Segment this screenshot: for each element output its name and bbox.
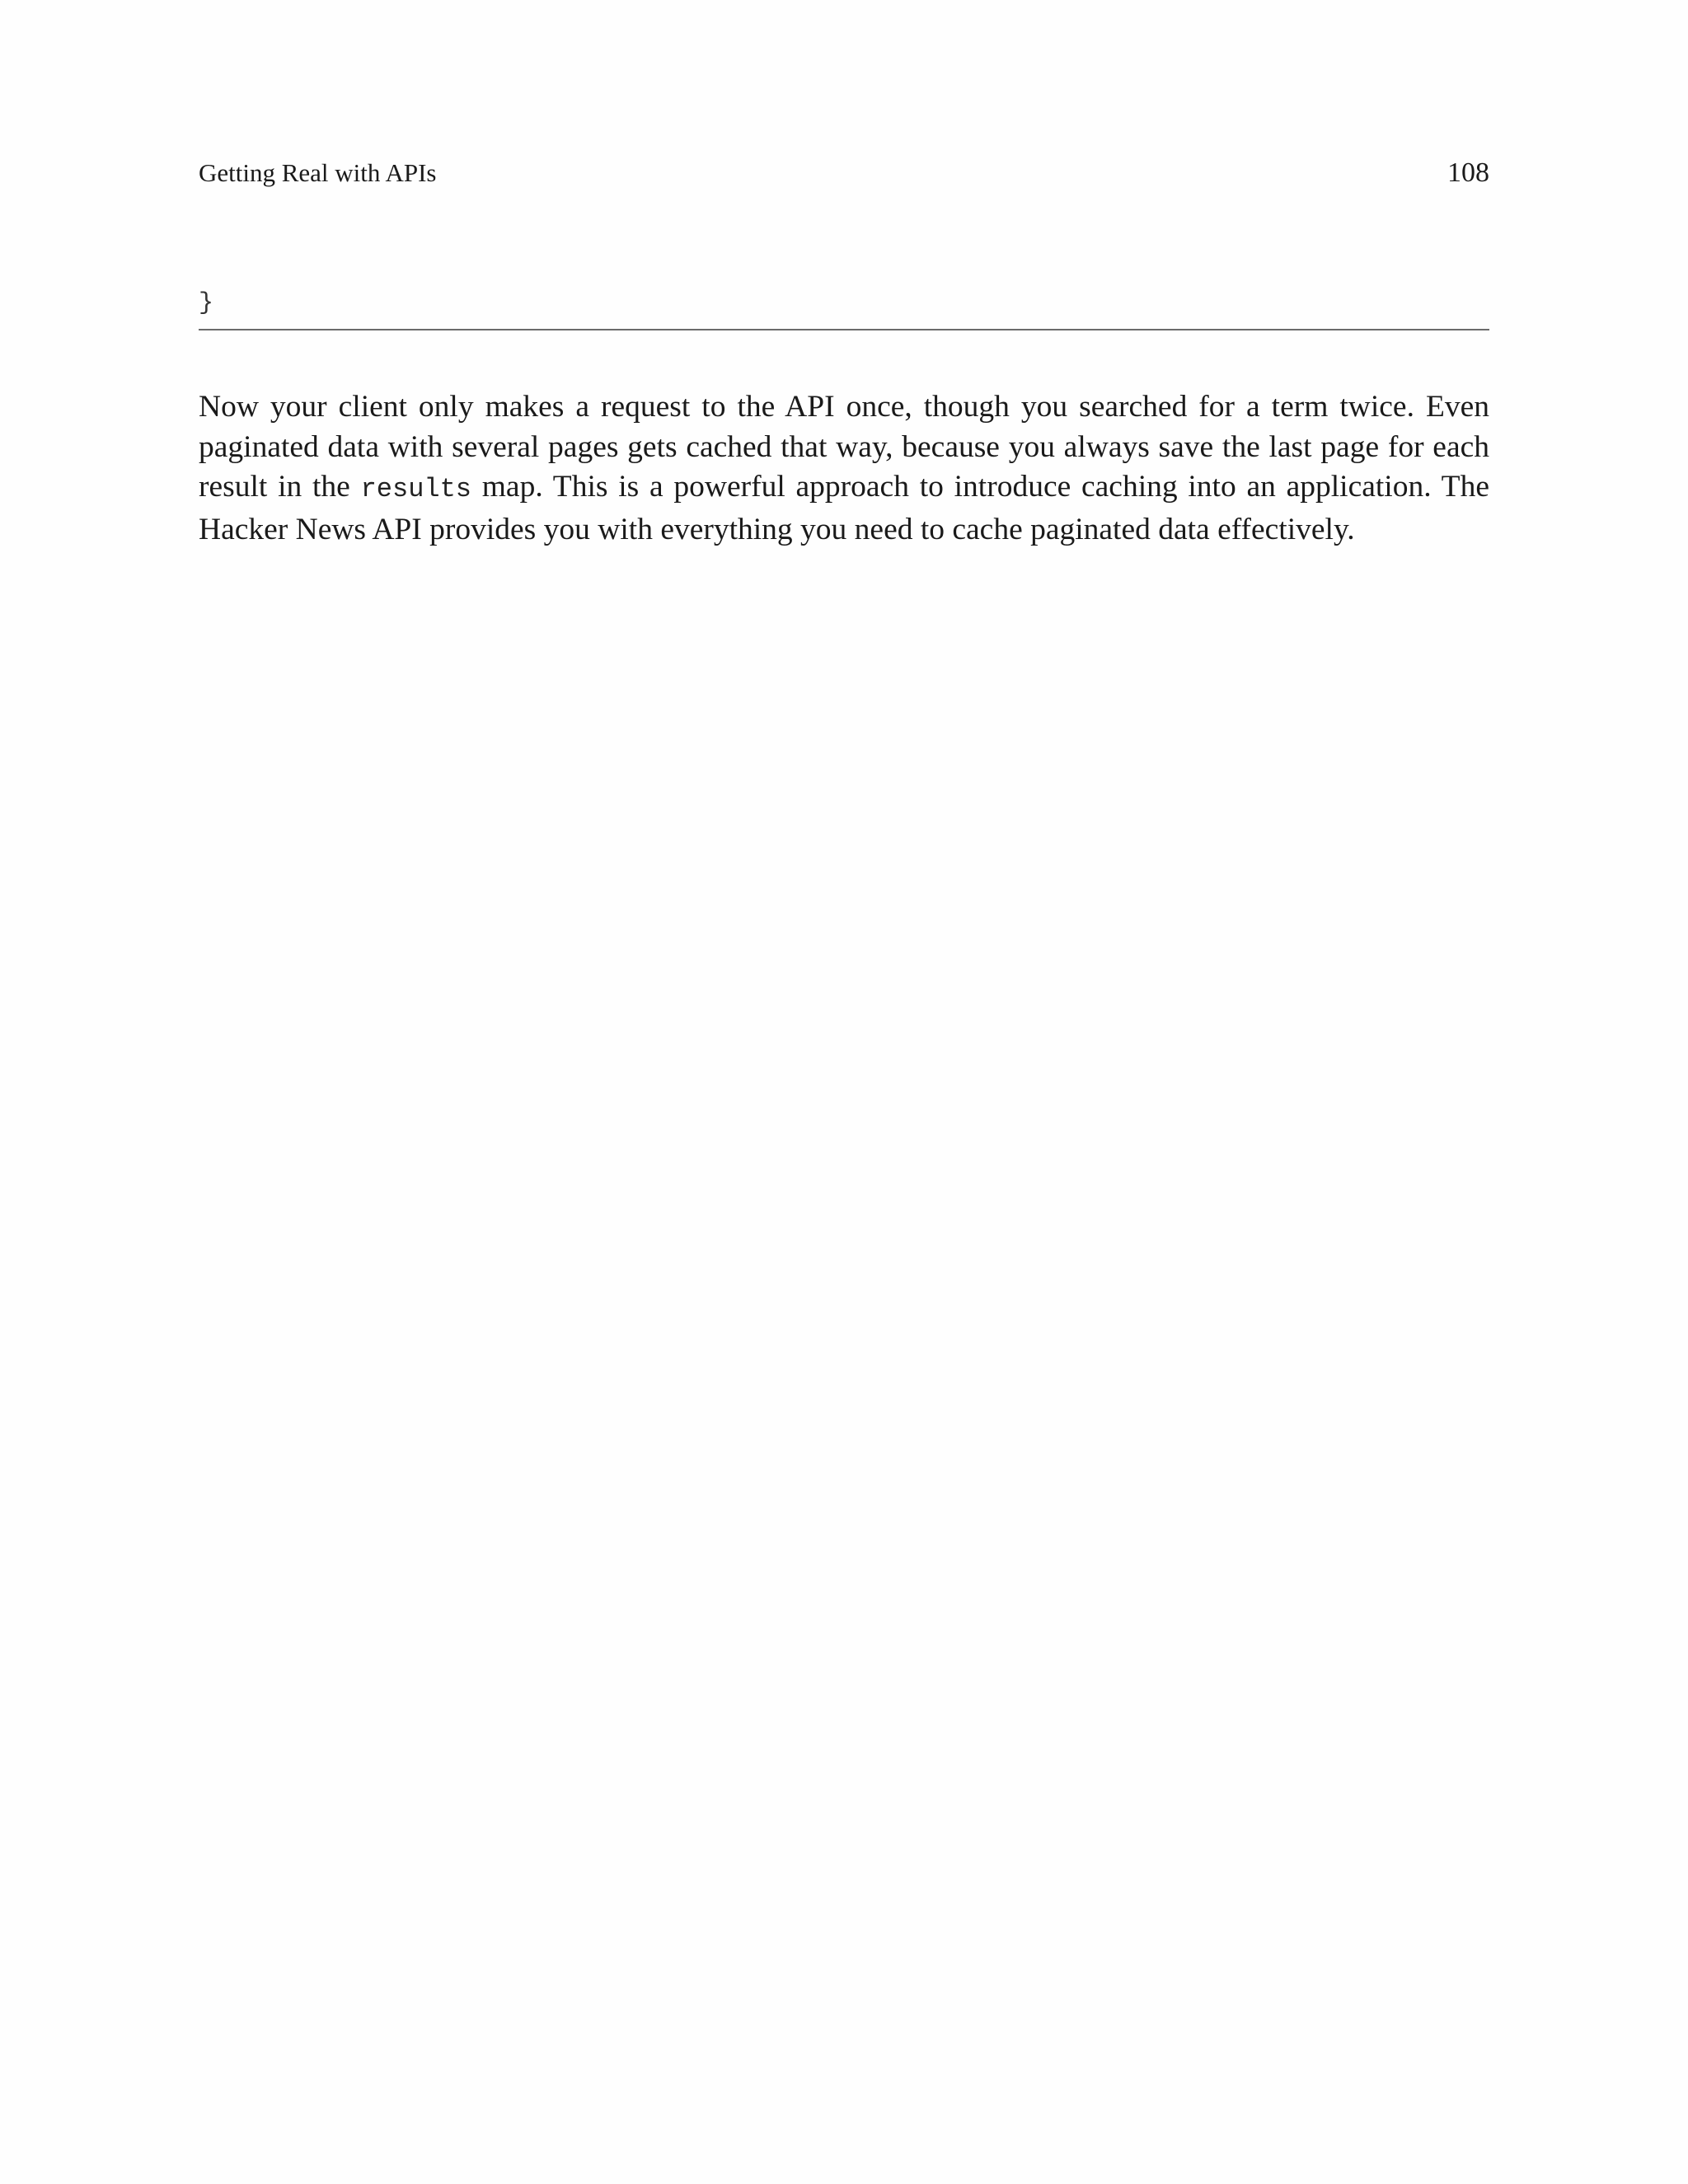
running-header [199,155,1489,191]
paragraph-text-2: map. This is a powerful approach to introduce caching into an application. The Hacker News API provides you with everything you need to cache paginated data effectively. [199,470,1489,546]
page-number: 108 [1447,157,1489,188]
code-line: } [199,289,214,317]
paragraph-text-1: Now your client only makes a request to the API once, though you searched for a term twice. Even paginated data with several pages gets cached that way, because you always save the last page for each result in the [199,390,1489,504]
inline-code-results: results [360,474,471,505]
body-paragraph [199,387,1489,550]
code-block-end [199,287,1489,330]
chapter-title: Getting Real with APIs [199,158,437,187]
